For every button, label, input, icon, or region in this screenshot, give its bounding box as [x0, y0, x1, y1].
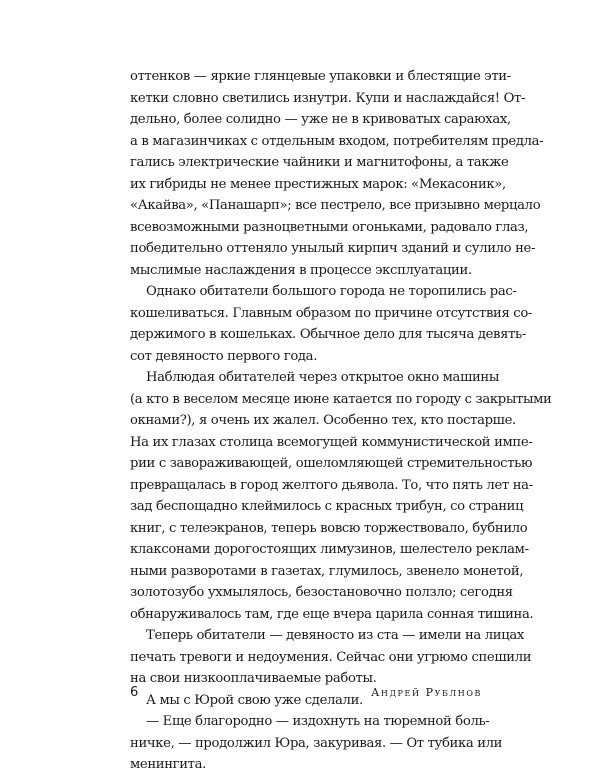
text-line: Наблюдая обитателей через открытое окно машины: [146, 370, 500, 385]
text-line: сот девяносто первого года.: [130, 348, 318, 364]
page-footer: [130, 685, 482, 707]
text-line: печать тревоги и недоумения. Сейчас они угрюмо спешили: [130, 649, 532, 665]
text-line: дельно, более солидно — уже не в кривоватых сараюхах,: [130, 112, 511, 127]
text-line: «Акайва», «Панашарп»; все пестрело, все призывно мерцало: [130, 198, 541, 213]
text-line: оттенков — яркие глянцевые упаковки и блестящие эти-: [130, 69, 511, 84]
paragraph: [130, 66, 544, 281]
text-line: победительно оттеняло унылый кирпич зданий и сулило не-: [130, 241, 536, 256]
text-line: зад беспощадно клеймилось с красных трибун, со страниц: [130, 499, 524, 514]
text-line: книг, с телеэкранов, теперь вовсю торжествовало, бубнило: [130, 520, 528, 536]
text-line: (а кто в веселом месяце июне катается по городу с закрытыми: [130, 391, 552, 407]
text-line: на свои низкооплачиваемые работы.: [130, 671, 377, 686]
text-line: А мы с Юрой свою уже сделали.: [146, 692, 363, 708]
text-line: золотозубо ухмылялось, безостановочно ползло; сегодня: [130, 585, 513, 600]
text-line: всевозможными разноцветными огоньками, радовало глаз,: [130, 219, 529, 235]
text-line: рии с завораживающей, ошеломляющей стремительностью: [130, 456, 533, 471]
paragraph: [130, 711, 503, 776]
text-line: кетки словно светились изнутри. Купи и наслаждайся! От-: [130, 90, 526, 106]
text-line: ничке, — продолжил Юра, закуривая. — От тубика или: [130, 735, 503, 751]
paragraph: [130, 367, 552, 625]
text-line: гались электрические чайники и магнитофоны, а также: [130, 155, 509, 170]
running-head-author: Андрей Рублнов: [370, 686, 482, 699]
text-line: их гибриды не менее престижных марок: «Мекасоник»,: [130, 176, 506, 192]
text-line: менингита.: [130, 757, 206, 772]
paragraph: [130, 281, 533, 367]
page-number: 6: [130, 685, 139, 700]
text-line: превращалась в город желтого дьявола. То, что пять лет на-: [130, 477, 533, 493]
text-line: держимого в кошельках. Обычное дело для тысяча девять-: [130, 327, 526, 342]
text-line: кошеливаться. Главным образом по причине отсутствия со-: [130, 305, 533, 321]
text-line: обнаруживалось там, где еще вчера царила сонная тишина.: [130, 606, 534, 622]
text-line: мыслимые наслаждения в процессе эксплуатации.: [130, 262, 472, 278]
text-line: а в магазинчиках с отдельным входом, потребителям предла-: [130, 133, 544, 149]
text-line: На их глазах столица всемогущей коммунистической импе-: [130, 434, 533, 450]
paragraph: [130, 625, 532, 690]
text-line: ными разворотами в газетах, глумилось, звенело монетой,: [130, 563, 524, 579]
text-line: клаксонами дорогостоящих лимузинов, шелестело реклам-: [130, 542, 529, 557]
text-line: Однако обитатели большого города не торопились рас-: [146, 284, 517, 299]
text-line: — Еще благородно — издохнуть на тюремной боль-: [146, 714, 490, 729]
text-line: окнами?), я очень их жалел. Особенно тех, кто постарше.: [130, 413, 516, 428]
text-line: Теперь обитатели — девяносто из ста — имели на лицах: [146, 628, 524, 643]
body-text: [130, 66, 552, 776]
